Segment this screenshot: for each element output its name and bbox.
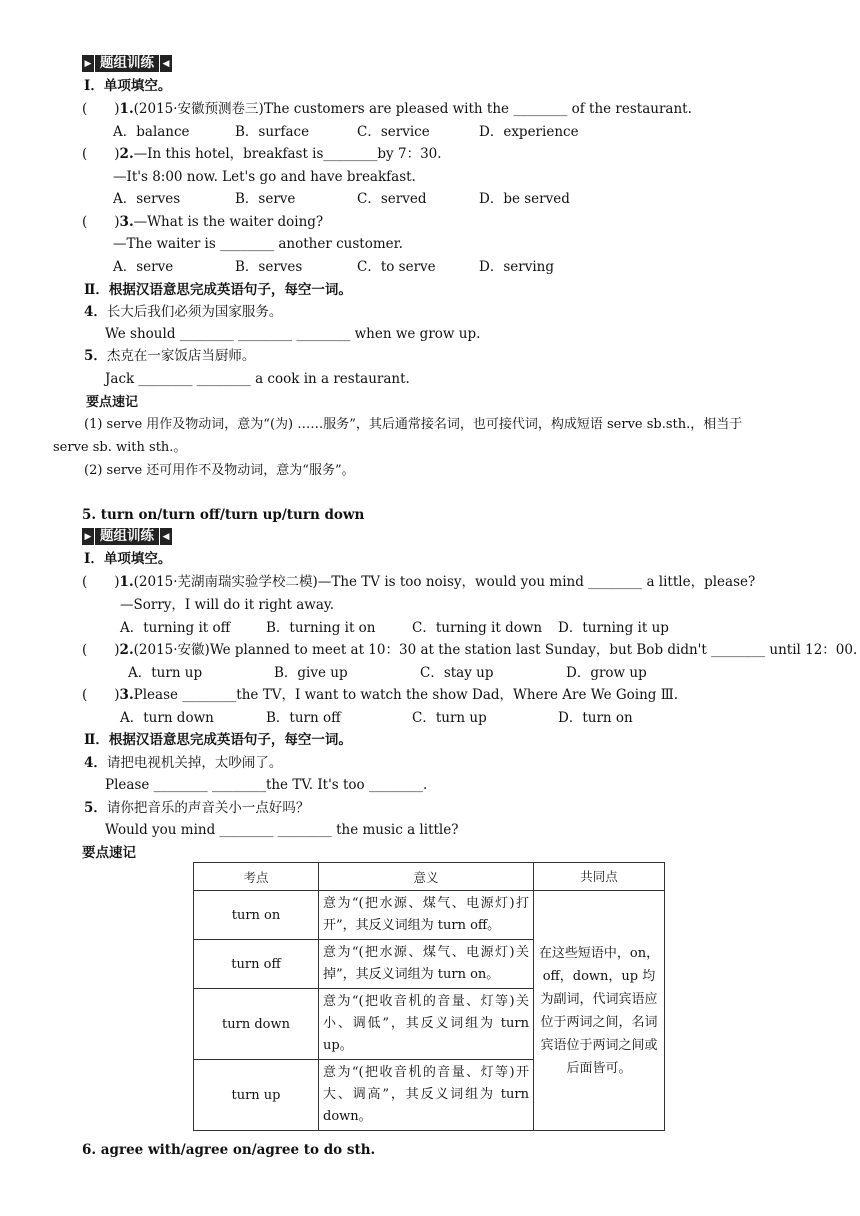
term-cell: turn on bbox=[194, 891, 319, 940]
part1-title: Ⅰ．单项填空。 bbox=[84, 551, 172, 567]
tag-label: 题组训练 bbox=[95, 55, 159, 72]
question-2: ( )2.(2015·安徽)We planned to meet at 10：30 at the station last Sunday，but Bob didn't ________ until 12：00. bbox=[82, 642, 858, 658]
question-4-cn: 4．请把电视机关掉，太吵闹了。 bbox=[84, 755, 283, 771]
question-1-options: A．balance B．surface C．service D．experience bbox=[113, 124, 579, 140]
question-5-en: Would you mind ________ ________ the music a little? bbox=[105, 822, 459, 838]
meaning-cell: 意为“(把收音机的音量、灯等)关小、调低”，其反义词组为 turn up。 bbox=[319, 989, 534, 1060]
question-2: ( )2.—In this hotel，breakfast is________by 7：30. bbox=[82, 146, 442, 162]
question-3: ( )3.—What is the waiter doing? bbox=[82, 214, 324, 230]
part2-title: Ⅱ．根据汉语意思完成英语句子，每空一词。 bbox=[84, 282, 352, 298]
play-right-icon: ▶ bbox=[82, 55, 94, 72]
question-5-en: Jack ________ ________ a cook in a restaurant. bbox=[105, 371, 410, 387]
table-header-row bbox=[194, 863, 665, 891]
header-cell: 共同点 bbox=[534, 863, 665, 891]
header-cell: 意义 bbox=[319, 863, 534, 891]
part1-title: Ⅰ．单项填空。 bbox=[84, 78, 172, 94]
meaning-cell: 意为“(把收音机的音量、灯等)开大、调高”，其反义词组为 turn down。 bbox=[319, 1060, 534, 1131]
question-2-line2: —It's 8:00 now. Let's go and have breakfast. bbox=[113, 169, 416, 185]
term-cell: turn off bbox=[194, 940, 319, 989]
question-2-options: A．turn up B．give up C．stay up D．grow up bbox=[128, 665, 647, 681]
header-cell: 考点 bbox=[194, 863, 319, 891]
tag-label: 题组训练 bbox=[95, 528, 159, 545]
note-1a: (1) serve 用作及物动词，意为“(为) ……服务”，其后通常接名词，也可接代词，构成短语 serve sb.sth.，相当于 bbox=[84, 417, 743, 432]
summary-table bbox=[193, 862, 665, 1131]
part2-title: Ⅱ．根据汉语意思完成英语句子，每空一词。 bbox=[84, 732, 352, 748]
question-3-line2: —The waiter is ________ another customer. bbox=[113, 236, 403, 252]
play-right-icon: ▶ bbox=[82, 528, 94, 545]
question-4-en: Please ________ ________the TV. It's too ________. bbox=[105, 777, 428, 793]
question-3-options: A．turn down B．turn off C．turn up D．turn on bbox=[120, 710, 633, 726]
question-4-en: We should ________ ________ ________ when we grow up. bbox=[105, 326, 481, 342]
question-1: ( )1.(2015·安徽预测卷三)The customers are pleased with the ________ of the restaurant. bbox=[82, 101, 692, 117]
table-row bbox=[194, 891, 665, 940]
meaning-cell: 意为“(把水源、煤气、电源灯)关掉”，其反义词组为 turn on。 bbox=[319, 940, 534, 989]
exercise-group-tag bbox=[82, 55, 172, 72]
notes-title: 要点速记 bbox=[86, 395, 139, 410]
question-2-options: A．serves B．serve C．served D．be served bbox=[113, 191, 570, 207]
section-5-heading: 5. turn on/turn off/turn up/turn down bbox=[82, 507, 365, 523]
term-cell: turn down bbox=[194, 989, 319, 1060]
exercise-group-tag bbox=[82, 528, 172, 545]
notes-title: 要点速记 bbox=[82, 845, 136, 861]
question-5-cn: 5．杰克在一家饭店当厨师。 bbox=[84, 348, 256, 364]
note-1b: serve sb. with sth.。 bbox=[53, 440, 187, 455]
term-cell: turn up bbox=[194, 1060, 319, 1131]
meaning-cell: 意为“(把水源、煤气、电源灯)打开”，其反义词组为 turn off。 bbox=[319, 891, 534, 940]
section-6-heading: 6. agree with/agree on/agree to do sth. bbox=[82, 1142, 376, 1158]
note-2: (2) serve 还可用作不及物动词，意为“服务”。 bbox=[84, 463, 355, 478]
play-left-icon: ◀ bbox=[160, 528, 172, 545]
question-4-cn: 4．长大后我们必须为国家服务。 bbox=[84, 304, 283, 320]
question-3: ( )3.Please ________the TV，I want to watch the show Dad，Where Are We Going Ⅲ. bbox=[82, 687, 679, 703]
play-left-icon: ◀ bbox=[160, 55, 172, 72]
question-5-cn: 5．请你把音乐的声音关小一点好吗？ bbox=[84, 800, 310, 816]
question-1: ( )1.(2015·芜湖南瑞实验学校二模)—The TV is too noisy，would you mind ________ a little，please? bbox=[82, 574, 756, 590]
question-3-options: A．serve B．serves C．to serve D．serving bbox=[113, 259, 554, 275]
question-1-line2: —Sorry，I will do it right away. bbox=[120, 597, 335, 613]
question-1-options: A．turning it off B．turning it on C．turning it down D．turning it up bbox=[120, 620, 669, 636]
common-cell: 在这些短语中，on，off，down，up 均为副词，代词宾语应位于两词之间，名词宾语位于两词之间或后面皆可。 bbox=[534, 891, 665, 1131]
